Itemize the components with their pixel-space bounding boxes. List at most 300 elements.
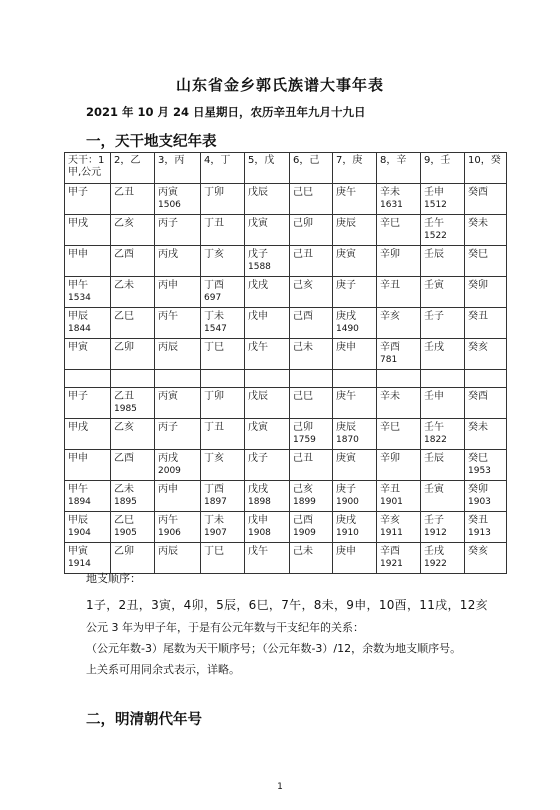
ganzhi-cell xyxy=(465,215,507,246)
ganzhi-cell xyxy=(333,308,377,339)
year-value: 1506 xyxy=(158,200,181,210)
ganzhi-name: 己巳 xyxy=(293,391,313,402)
ganzhi-cell xyxy=(111,543,155,574)
ganzhi-name: 戊子 xyxy=(248,453,268,464)
ganzhi-cell xyxy=(465,512,507,543)
ganzhi-cell xyxy=(245,481,290,512)
ganzhi-name: 乙未 xyxy=(114,484,134,495)
ganzhi-name: 己酉 xyxy=(293,515,313,526)
table-row xyxy=(65,388,507,419)
ganzhi-cell xyxy=(421,388,465,419)
ganzhi-name: 癸丑 xyxy=(468,311,488,322)
header-cell: 7，庚 xyxy=(333,153,377,184)
ganzhi-cell xyxy=(377,339,421,370)
header-cell: 5，戊 xyxy=(245,153,290,184)
empty-cell xyxy=(201,370,245,388)
ganzhi-name: 甲子 xyxy=(68,187,88,198)
ganzhi-cell xyxy=(465,246,507,277)
ganzhi-cell xyxy=(201,184,245,215)
year-value: 1534 xyxy=(68,293,91,303)
ganzhi-name: 甲寅 xyxy=(68,546,88,557)
ganzhi-name: 戊辰 xyxy=(248,391,268,402)
header-cell: 3，丙 xyxy=(155,153,201,184)
ganzhi-name: 壬辰 xyxy=(424,249,444,260)
ganzhi-name: 癸巳 xyxy=(468,453,488,464)
ganzhi-cell xyxy=(421,512,465,543)
section-2-heading: 二，明清朝代年号 xyxy=(86,712,202,728)
ganzhi-cell xyxy=(245,419,290,450)
ganzhi-cell xyxy=(333,481,377,512)
ganzhi-name: 辛酉 xyxy=(380,342,400,353)
ganzhi-name: 癸卯 xyxy=(468,484,488,495)
header-cell: 9，壬 xyxy=(421,153,465,184)
ganzhi-cell xyxy=(333,184,377,215)
ganzhi-name: 壬午 xyxy=(424,422,444,433)
year-value: 1631 xyxy=(380,200,403,210)
ganzhi-cell xyxy=(465,339,507,370)
ganzhi-cell xyxy=(201,308,245,339)
year-value: 1908 xyxy=(248,528,271,538)
ganzhi-name: 戊戌 xyxy=(248,484,268,495)
ganzhi-cell xyxy=(201,388,245,419)
year-value: 1911 xyxy=(380,528,403,538)
ganzhi-cell xyxy=(245,450,290,481)
ganzhi-name: 辛未 xyxy=(380,391,400,402)
ganzhi-name: 辛巳 xyxy=(380,218,400,229)
header-cell: 6，己 xyxy=(290,153,333,184)
table-row xyxy=(65,512,507,543)
ganzhi-cell xyxy=(155,481,201,512)
ganzhi-name: 己卯 xyxy=(293,422,313,433)
ganzhi-cell xyxy=(333,246,377,277)
year-value: 1897 xyxy=(204,497,227,507)
ganzhi-name: 辛未 xyxy=(380,187,400,198)
ganzhi-cell xyxy=(65,481,111,512)
ganzhi-name: 丁未 xyxy=(204,515,224,526)
ganzhi-cell xyxy=(245,543,290,574)
year-value: 1912 xyxy=(424,528,447,538)
year-value: 1901 xyxy=(380,497,403,507)
section-1-heading: 一，天干地支纪年表 xyxy=(86,134,217,150)
ganzhi-cell xyxy=(111,246,155,277)
ganzhi-cell xyxy=(111,308,155,339)
ganzhi-name: 丙辰 xyxy=(158,342,178,353)
ganzhi-name: 甲子 xyxy=(68,391,88,402)
table-row xyxy=(65,419,507,450)
ganzhi-name: 甲戌 xyxy=(68,218,88,229)
ganzhi-cell xyxy=(245,512,290,543)
ganzhi-name: 辛卯 xyxy=(380,249,400,260)
empty-cell xyxy=(155,370,201,388)
ganzhi-name: 庚戌 xyxy=(336,311,356,322)
ganzhi-name: 己卯 xyxy=(293,218,313,229)
ganzhi-cell xyxy=(155,215,201,246)
year-value: 1844 xyxy=(68,324,91,334)
ganzhi-cell xyxy=(377,184,421,215)
ganzhi-name: 丁巳 xyxy=(204,342,224,353)
header-cell: 8，辛 xyxy=(377,153,421,184)
ganzhi-name: 乙丑 xyxy=(114,187,134,198)
year-value: 1922 xyxy=(424,559,447,569)
ganzhi-cell xyxy=(65,512,111,543)
ganzhi-cell xyxy=(245,388,290,419)
ganzhi-cell xyxy=(377,246,421,277)
year-value: 1906 xyxy=(158,528,181,538)
ganzhi-cell xyxy=(155,450,201,481)
ganzhi-cell xyxy=(201,339,245,370)
empty-cell xyxy=(111,370,155,388)
ganzhi-cell xyxy=(155,543,201,574)
ganzhi-name: 戊寅 xyxy=(248,218,268,229)
year-value: 1898 xyxy=(248,497,271,507)
congruence-note: 上关系可用同余式表示，详略。 xyxy=(86,663,240,676)
table-row xyxy=(65,481,507,512)
empty-cell xyxy=(333,370,377,388)
ganzhi-name: 丙子 xyxy=(158,218,178,229)
ganzhi-cell xyxy=(421,339,465,370)
ganzhi-name: 丙午 xyxy=(158,311,178,322)
ganzhi-name: 戊子 xyxy=(248,249,268,260)
year-value: 1759 xyxy=(293,435,316,445)
ganzhi-cell xyxy=(111,339,155,370)
ganzhi-name: 癸酉 xyxy=(468,391,488,402)
year-value: 1547 xyxy=(204,324,227,334)
ganzhi-name: 辛卯 xyxy=(380,453,400,464)
ganzhi-name: 庚寅 xyxy=(336,453,356,464)
ganzhi-name: 乙巳 xyxy=(114,311,134,322)
dizhi-order-title: 地支顺序： xyxy=(86,572,141,585)
ganzhi-name: 辛酉 xyxy=(380,546,400,557)
ganzhi-cell xyxy=(155,246,201,277)
ganzhi-name: 癸丑 xyxy=(468,515,488,526)
year-value: 1953 xyxy=(468,466,491,476)
header-cell: 2，乙 xyxy=(111,153,155,184)
ganzhi-cell xyxy=(465,543,507,574)
ganzhi-name: 壬辰 xyxy=(424,453,444,464)
ganzhi-cell xyxy=(111,215,155,246)
ganzhi-name: 庚申 xyxy=(336,342,356,353)
year-value: 1903 xyxy=(468,497,491,507)
year-value: 1522 xyxy=(424,231,447,241)
ganzhi-name: 庚子 xyxy=(336,484,356,495)
ganzhi-name: 乙未 xyxy=(114,280,134,291)
ganzhi-cell xyxy=(421,215,465,246)
year-value: 1490 xyxy=(336,324,359,334)
year-value: 1921 xyxy=(380,559,403,569)
table-row xyxy=(65,543,507,574)
year-value: 1895 xyxy=(114,497,137,507)
empty-cell xyxy=(377,370,421,388)
ganzhi-cell xyxy=(245,184,290,215)
ganzhi-cell xyxy=(111,277,155,308)
ganzhi-cell xyxy=(377,543,421,574)
ganzhi-cell xyxy=(333,419,377,450)
document-title: 山东省金乡郭氏族谱大事年表 xyxy=(175,76,384,94)
ganzhi-cell xyxy=(111,512,155,543)
ganzhi-name: 甲寅 xyxy=(68,342,88,353)
ganzhi-name: 己巳 xyxy=(293,187,313,198)
ganzhi-cell xyxy=(290,308,333,339)
ganzhi-name: 己亥 xyxy=(293,280,313,291)
ganzhi-name: 甲戌 xyxy=(68,422,88,433)
formula-note: （公元年数-3）尾数为天干顺序号；（公元年数-3）/12，余数为地支顺序号。 xyxy=(86,642,462,655)
date-line: 2021 年 10 月 24 日星期日，农历辛丑年九月十九日 xyxy=(86,105,366,119)
ganzhi-name: 乙卯 xyxy=(114,342,134,353)
ganzhi-cell xyxy=(465,419,507,450)
page-number: 1 xyxy=(277,782,283,792)
ganzhi-cell xyxy=(245,246,290,277)
ganzhi-cell xyxy=(201,450,245,481)
ganzhi-cell xyxy=(245,215,290,246)
ganzhi-cell xyxy=(465,308,507,339)
ganzhi-cell xyxy=(290,339,333,370)
empty-cell xyxy=(465,370,507,388)
ganzhi-name: 辛巳 xyxy=(380,422,400,433)
ganzhi-cell xyxy=(155,512,201,543)
separator-row xyxy=(65,370,507,388)
ganzhi-name: 辛丑 xyxy=(380,484,400,495)
year-value: 1512 xyxy=(424,200,447,210)
ganzhi-name: 丙申 xyxy=(158,280,178,291)
ganzhi-cell xyxy=(421,543,465,574)
ganzhi-cell xyxy=(333,339,377,370)
ganzhi-cell xyxy=(65,450,111,481)
ganzhi-cell xyxy=(377,481,421,512)
ganzhi-cell xyxy=(377,308,421,339)
ganzhi-name: 壬申 xyxy=(424,391,444,402)
ganzhi-cell xyxy=(111,388,155,419)
ganzhi-name: 甲辰 xyxy=(68,515,88,526)
ganzhi-name: 庚申 xyxy=(336,546,356,557)
year-value: 2009 xyxy=(158,466,181,476)
ganzhi-name: 丁酉 xyxy=(204,484,224,495)
ganzhi-cell xyxy=(155,184,201,215)
ganzhi-cell xyxy=(65,277,111,308)
ganzhi-cell xyxy=(290,512,333,543)
ganzhi-name: 甲申 xyxy=(68,249,88,260)
ganzhi-cell xyxy=(421,246,465,277)
ganzhi-name: 庚寅 xyxy=(336,249,356,260)
empty-cell xyxy=(290,370,333,388)
ganzhi-cell xyxy=(377,450,421,481)
ganzhi-cell xyxy=(65,419,111,450)
ganzhi-name: 丁亥 xyxy=(204,453,224,464)
table-row xyxy=(65,308,507,339)
ganzhi-cell xyxy=(290,184,333,215)
ganzhi-cell xyxy=(65,308,111,339)
ganzhi-name: 癸酉 xyxy=(468,187,488,198)
ganzhi-name: 癸亥 xyxy=(468,546,488,557)
ganzhi-name: 庚午 xyxy=(336,391,356,402)
ganzhi-cell xyxy=(290,481,333,512)
ganzhi-cell xyxy=(333,450,377,481)
relation-note: 公元 3 年为甲子年，于是有公元年数与干支纪年的关系： xyxy=(86,621,364,634)
ganzhi-cell xyxy=(333,388,377,419)
ganzhi-name: 癸巳 xyxy=(468,249,488,260)
ganzhi-cell xyxy=(155,339,201,370)
ganzhi-name: 己丑 xyxy=(293,453,313,464)
year-value: 697 xyxy=(204,293,222,303)
ganzhi-cell xyxy=(245,339,290,370)
ganzhi-name: 乙酉 xyxy=(114,453,134,464)
ganzhi-name: 戊戌 xyxy=(248,280,268,291)
year-value: 1909 xyxy=(293,528,316,538)
ganzhi-name: 壬子 xyxy=(424,515,444,526)
ganzhi-name: 辛亥 xyxy=(380,515,400,526)
ganzhi-name: 戊申 xyxy=(248,515,268,526)
ganzhi-name: 庚辰 xyxy=(336,218,356,229)
year-value: 1894 xyxy=(68,497,91,507)
ganzhi-name: 甲辰 xyxy=(68,311,88,322)
year-value: 1905 xyxy=(114,528,137,538)
ganzhi-cell xyxy=(465,277,507,308)
table-row xyxy=(65,215,507,246)
ganzhi-cell xyxy=(290,388,333,419)
ganzhi-name: 壬寅 xyxy=(424,280,444,291)
ganzhi-cell xyxy=(290,215,333,246)
ganzhi-cell xyxy=(421,184,465,215)
ganzhi-cell xyxy=(333,512,377,543)
ganzhi-cell xyxy=(155,308,201,339)
year-value: 1588 xyxy=(248,262,271,272)
empty-cell xyxy=(245,370,290,388)
ganzhi-cell xyxy=(290,246,333,277)
ganzhi-cell xyxy=(65,184,111,215)
ganzhi-name: 丁丑 xyxy=(204,218,224,229)
ganzhi-name: 壬寅 xyxy=(424,484,444,495)
ganzhi-name: 庚子 xyxy=(336,280,356,291)
ganzhi-cell xyxy=(155,388,201,419)
ganzhi-cell xyxy=(465,481,507,512)
ganzhi-name: 丁亥 xyxy=(204,249,224,260)
ganzhi-cell xyxy=(201,277,245,308)
ganzhi-cell xyxy=(377,277,421,308)
empty-cell xyxy=(65,370,111,388)
ganzhi-cell xyxy=(245,308,290,339)
ganzhi-name: 丁丑 xyxy=(204,422,224,433)
ganzhi-cell xyxy=(201,246,245,277)
ganzhi-cell xyxy=(111,184,155,215)
ganzhi-name: 丁未 xyxy=(204,311,224,322)
ganzhi-cell xyxy=(377,388,421,419)
ganzhi-name: 乙丑 xyxy=(114,391,134,402)
ganzhi-name: 壬戌 xyxy=(424,342,444,353)
ganzhi-cell xyxy=(333,215,377,246)
ganzhi-cell xyxy=(111,481,155,512)
ganzhi-cell xyxy=(155,277,201,308)
year-value: 1910 xyxy=(336,528,359,538)
year-value: 1913 xyxy=(468,528,491,538)
ganzhi-cell xyxy=(201,512,245,543)
ganzhi-name: 庚辰 xyxy=(336,422,356,433)
ganzhi-name: 丙子 xyxy=(158,422,178,433)
ganzhi-name: 辛亥 xyxy=(380,311,400,322)
ganzhi-name: 戊午 xyxy=(248,342,268,353)
header-cell: 4，丁 xyxy=(201,153,245,184)
year-value: 1904 xyxy=(68,528,91,538)
year-value: 1822 xyxy=(424,435,447,445)
year-value: 1899 xyxy=(293,497,316,507)
ganzhi-name: 庚午 xyxy=(336,187,356,198)
ganzhi-cell xyxy=(155,419,201,450)
table-row xyxy=(65,246,507,277)
ganzhi-cell xyxy=(201,543,245,574)
ganzhi-name: 乙巳 xyxy=(114,515,134,526)
ganzhi-name: 戊寅 xyxy=(248,422,268,433)
ganzhi-cell xyxy=(65,339,111,370)
ganzhi-name: 己未 xyxy=(293,546,313,557)
ganzhi-cell xyxy=(421,481,465,512)
empty-cell xyxy=(421,370,465,388)
ganzhi-name: 己未 xyxy=(293,342,313,353)
ganzhi-cell xyxy=(421,450,465,481)
table-row xyxy=(65,277,507,308)
ganzhi-name: 甲午 xyxy=(68,484,88,495)
year-value: 1907 xyxy=(204,528,227,538)
table-row xyxy=(65,339,507,370)
header-cell: 天干：1 甲,公元 xyxy=(65,153,111,184)
ganzhi-cell xyxy=(290,419,333,450)
ganzhi-name: 丁卯 xyxy=(204,391,224,402)
year-value: 1900 xyxy=(336,497,359,507)
ganzhi-name: 甲午 xyxy=(68,280,88,291)
ganzhi-name: 乙酉 xyxy=(114,249,134,260)
ganzhi-cell xyxy=(245,277,290,308)
ganzhi-cell xyxy=(377,419,421,450)
ganzhi-cell xyxy=(421,308,465,339)
ganzhi-cell xyxy=(290,277,333,308)
ganzhi-name: 丙辰 xyxy=(158,546,178,557)
ganzhi-cell xyxy=(111,450,155,481)
ganzhi-cell xyxy=(465,388,507,419)
ganzhi-name: 庚戌 xyxy=(336,515,356,526)
ganzhi-name: 戊申 xyxy=(248,311,268,322)
ganzhi-cell xyxy=(333,543,377,574)
year-value: 781 xyxy=(380,355,398,365)
ganzhi-cell xyxy=(421,277,465,308)
year-value: 1914 xyxy=(68,559,91,569)
ganzhi-cell xyxy=(377,512,421,543)
ganzhi-name: 辛丑 xyxy=(380,280,400,291)
ganzhi-cell xyxy=(201,481,245,512)
ganzhi-name: 丙午 xyxy=(158,515,178,526)
ganzhi-cell xyxy=(111,419,155,450)
ganzhi-cell xyxy=(333,277,377,308)
ganzhi-cell xyxy=(290,543,333,574)
ganzhi-name: 丙寅 xyxy=(158,391,178,402)
ganzhi-name: 乙亥 xyxy=(114,218,134,229)
table-header-row xyxy=(65,153,507,184)
ganzhi-name: 丙戌 xyxy=(158,453,178,464)
ganzhi-name: 丁卯 xyxy=(204,187,224,198)
ganzhi-name: 己亥 xyxy=(293,484,313,495)
ganzhi-cell xyxy=(201,419,245,450)
ganzhi-name: 己酉 xyxy=(293,311,313,322)
table-row xyxy=(65,184,507,215)
ganzhi-cell xyxy=(465,184,507,215)
ganzhi-cell xyxy=(421,419,465,450)
ganzhi-cell xyxy=(201,215,245,246)
ganzhi-cell xyxy=(465,450,507,481)
ganzhi-name: 丙戌 xyxy=(158,249,178,260)
ganzhi-cell xyxy=(65,215,111,246)
ganzhi-name: 癸卯 xyxy=(468,280,488,291)
ganzhi-name: 甲申 xyxy=(68,453,88,464)
ganzhi-cell xyxy=(290,450,333,481)
ganzhi-name: 癸未 xyxy=(468,218,488,229)
ganzhi-name: 戊午 xyxy=(248,546,268,557)
ganzhi-cell xyxy=(65,388,111,419)
